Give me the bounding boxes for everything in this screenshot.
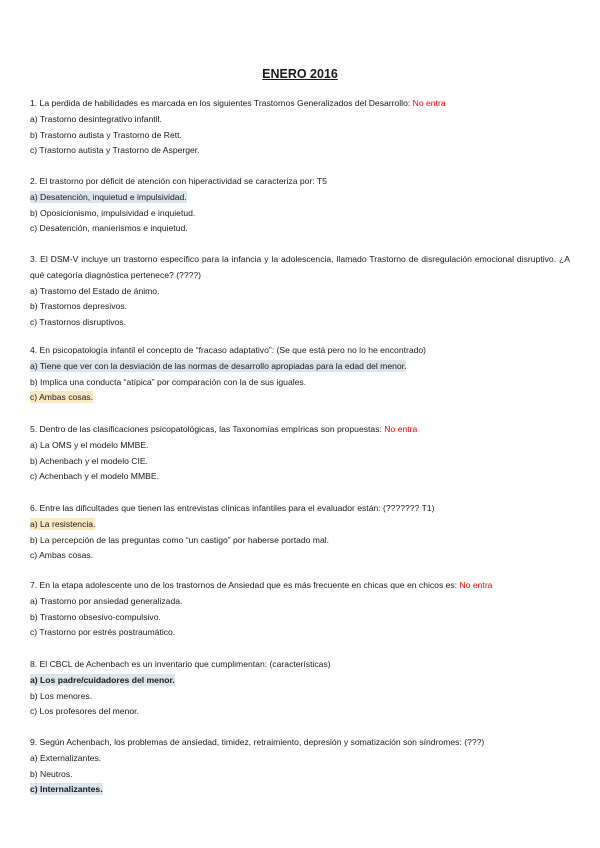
no-entra-note: No entra [459,580,493,590]
question-text: 4. En psicopatología infantil el concepto de “fracaso adaptativo”: (Se que está pero no lo he encontrado) [30,345,427,355]
no-entra-note: No entra [384,424,418,434]
option-c: c) Trastorno por estrés postraumático. [30,627,176,638]
option-a: a) La OMS y el modelo MMBE. [30,439,149,450]
question-5 [30,422,570,485]
option-a: a) Externalizantes. [30,752,102,763]
option-c: c) Trastornos disruptivos. [30,317,126,328]
question-text: 8. El CBCL de Achenbach es un inventario que cumplimentan: (características) [30,659,331,669]
option-a: a) Trastorno del Estado de ánimo. [30,285,160,296]
option-b: b) Trastornos depresivos. [30,301,127,312]
option-a-answer: a) Los padre/cuidadores del menor. [30,674,175,685]
question-text: 7. En la etapa adolescente uno de los trastornos de Ansiedad que es más frecuente en chicas que en chicos es: No entra [30,580,493,590]
question-8 [30,657,570,720]
option-b: b) Los menores. [30,690,93,701]
option-c: c) Los profesores del menor. [30,706,139,717]
question-text: 3. El DSM-V incluye un trastorno específico para la infancia y la adolescencia, llamado Trastorno de disregulación emocional disruptivo. ¿A qué categoría diagnóstica pertenece? (????) [30,254,570,280]
question-text: 5. Dentro de las clasificaciones psicopatológicas, las Taxonomías empíricas son propuestas: No entra [30,424,418,434]
question-text: 9. Según Achenbach, los problemas de ansiedad, timidez, retraimiento, depresión y somatización son síndromes: (???) [30,737,485,747]
option-b: b) Neutros. [30,768,73,779]
option-a-answer: a) La resistencia. [30,518,96,529]
question-9 [30,735,570,798]
option-c: c) Ambas cosas. [30,550,94,561]
option-b: b) Trastorno autista y Trastorno de Rett. [30,129,182,140]
question-4 [30,343,570,406]
option-a: a) Trastorno desintegrativo infantil. [30,113,162,124]
option-c: c) Desatención, manierismos e inquietud. [30,223,188,234]
question-3 [30,252,570,331]
option-a-answer: a) Tiene que ver con la desviación de las normas de desarrollo apropiadas para la edad del menor. [30,360,407,371]
question-6 [30,501,570,564]
question-2 [30,174,570,237]
page-title: ENERO 2016 [262,67,338,81]
option-b: b) Implica una conducta “atípica” por comparación con la de sus iguales. [30,376,307,387]
option-b: b) Achenbach y el modelo CIE. [30,455,148,466]
option-c-answer: c) Internalizantes. [30,784,103,795]
question-text: 6. Entre las dificultades que tienen las entrevistas clínicas infantiles para el evaluador están: (??????? T1) [30,503,435,513]
question-1 [30,96,570,159]
option-b: b) La percepción de las preguntas como “un castigo” por haberse portado mal. [30,534,330,545]
option-c-answer: c) Ambas cosas. [30,392,94,403]
option-c: c) Trastorno autista y Trastorno de Asperger. [30,145,200,156]
question-text: 1. La perdida de habilidades es marcada en los siguientes Trastornos Generalizados del Desarrollo: No entra [30,98,446,108]
option-b: b) Trastorno obsesivo-compulsivo. [30,611,161,622]
option-b: b) Oposicionismo, impulsividad e inquietud. [30,207,196,218]
no-entra-note: No entra [412,98,446,108]
question-7 [30,578,570,641]
question-text: 2. El trastorno por déficit de atención con hiperactividad se caracteriza por: T5 [30,176,327,186]
option-a: a) Trastorno por ansiedad generalizada. [30,595,183,606]
option-c: c) Achenbach y el modelo MMBE. [30,471,159,482]
option-a-answer: a) Desatención, inquietud e impulsividad. [30,191,187,202]
